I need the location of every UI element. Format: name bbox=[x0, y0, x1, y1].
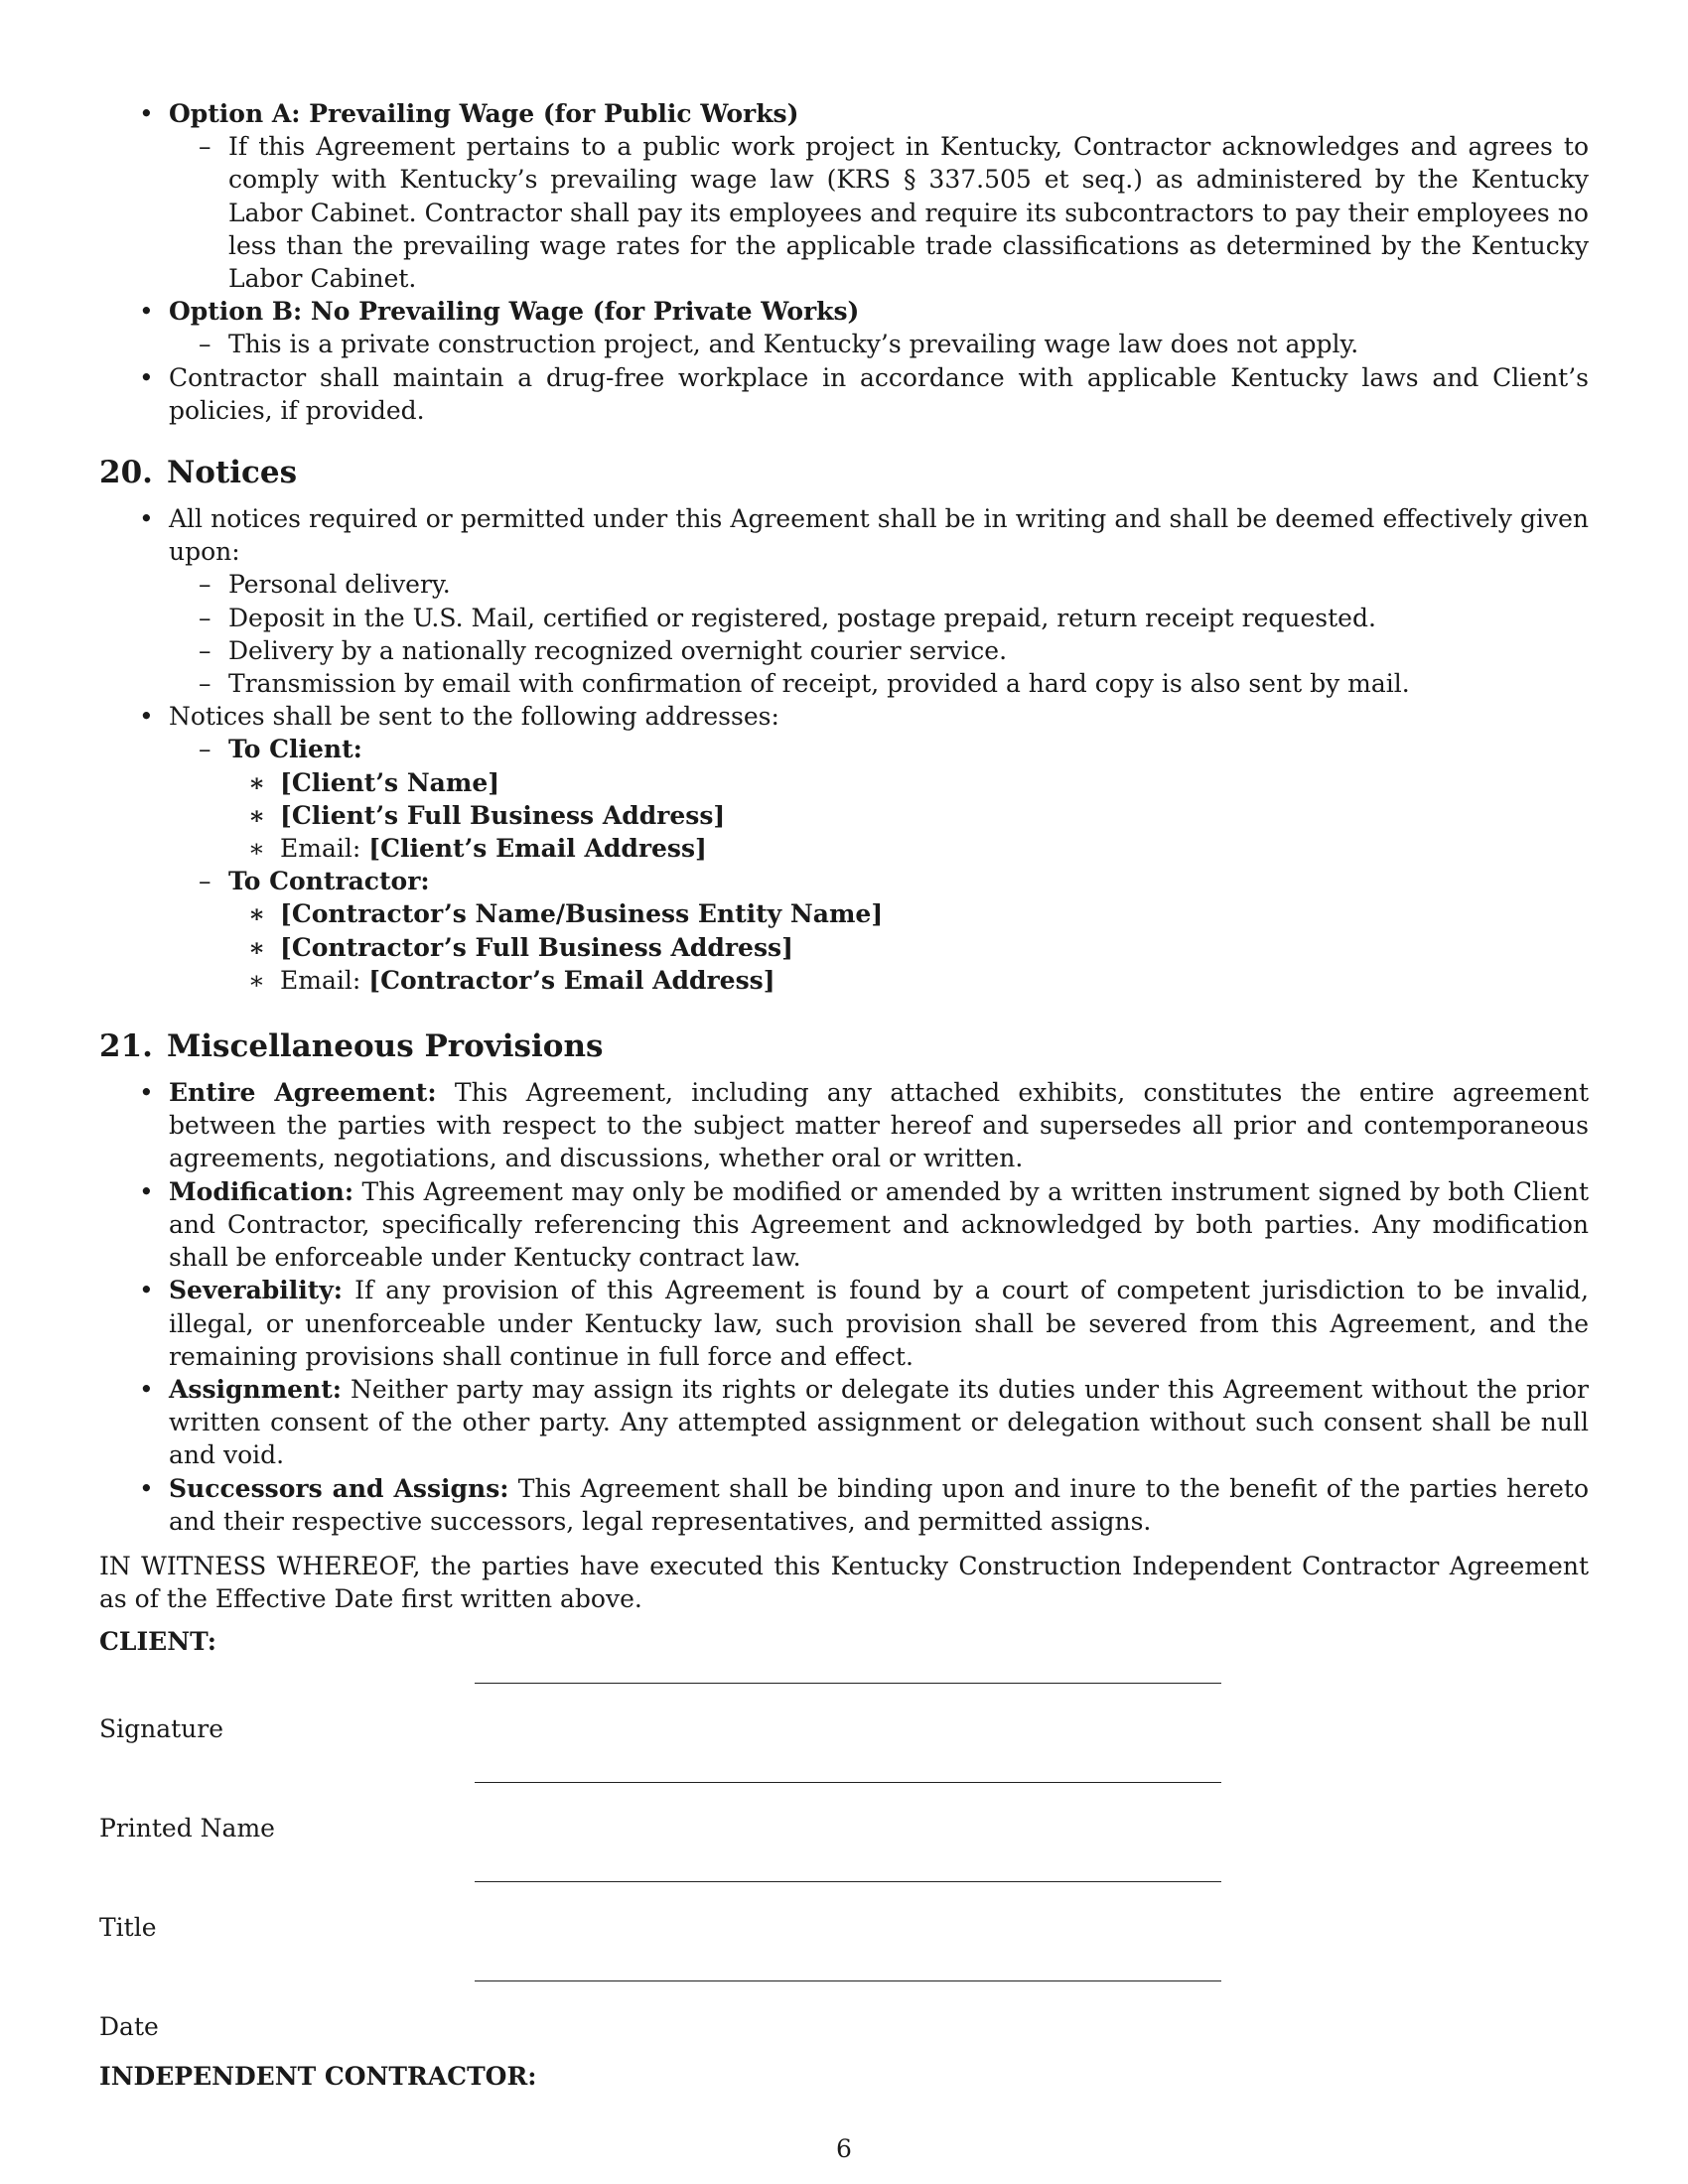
client-email: [Client’s Email Address] bbox=[368, 834, 707, 864]
contractor-signature-heading: INDEPENDENT CONTRACTOR: bbox=[99, 2061, 537, 2091]
title-field-label: Title bbox=[99, 1912, 157, 1942]
witness-paragraph: IN WITNESS WHEREOF, the parties have executed this Kentucky Construction Independent Contractor Agreement as of the Effective Date first written above. bbox=[99, 1551, 1589, 1614]
document-page bbox=[99, 97, 1589, 2093]
addresses-item bbox=[99, 700, 1589, 997]
wage-list bbox=[99, 97, 1589, 427]
title-field-row[interactable] bbox=[99, 1857, 1589, 1957]
notice-method: – Transmission by email with confirmation of receipt, provided a hard copy is also sent by mail. bbox=[169, 667, 1589, 700]
notices-intro-item bbox=[99, 502, 1589, 700]
notices-heading bbox=[99, 453, 1589, 492]
notices-list bbox=[99, 502, 1589, 997]
misc-number: 21. bbox=[99, 1028, 153, 1065]
printed-name-line[interactable] bbox=[475, 1782, 1221, 1783]
misc-heading bbox=[99, 1026, 1589, 1066]
client-signature-heading: CLIENT: bbox=[99, 1627, 217, 1657]
client-address: ∗ [Client’s Full Business Address] bbox=[228, 799, 1589, 832]
misc-item-text: This Agreement shall be binding upon and inure to the benefit of the parties hereto and their respective successors, legal representatives, and permitted assigns. bbox=[169, 1473, 1590, 1536]
notice-method: – Personal delivery. bbox=[169, 568, 1589, 601]
signature-line[interactable] bbox=[475, 1683, 1221, 1684]
notices-title: Notices bbox=[166, 455, 298, 491]
notice-method: – Delivery by a nationally recognized overnight courier service. bbox=[169, 634, 1589, 667]
notice-method: – Deposit in the U.S. Mail, certified or registered, postage prepaid, return receipt requested. bbox=[169, 602, 1589, 634]
printed-name-field-row[interactable] bbox=[99, 1758, 1589, 1857]
date-field-label: Date bbox=[99, 2011, 159, 2041]
client-address-block bbox=[169, 733, 1589, 865]
contractor-address: ∗ [Contractor’s Full Business Address] bbox=[228, 931, 1589, 964]
option-b-text: – This is a private construction project, and Kentucky’s prevailing wage law does not apply. bbox=[169, 328, 1589, 360]
signature-field-label: Signature bbox=[99, 1713, 224, 1743]
notices-number: 20. bbox=[99, 455, 153, 491]
option-a-text: – If this Agreement pertains to a public work project in Kentucky, Contractor acknowledges and agrees to comply with Kentucky’s prevailing wage law (KRS § 337.505 et seq.) as administered by the Kentucky Labor Cabinet. Contractor shall pay its employees and require its subcontractors to pay their employees no less than the prevailing wage rates for the applicable trade classifications as determined by the Kentucky Labor Cabinet. bbox=[169, 130, 1589, 295]
option-b-item bbox=[99, 295, 1589, 360]
misc-item-label: Modification: bbox=[169, 1176, 354, 1206]
drug-free-item: • Contractor shall maintain a drug-free workplace in accordance with applicable Kentucky laws and Client’s policies, if provided. bbox=[99, 361, 1589, 427]
option-a-item bbox=[99, 97, 1589, 295]
misc-title: Miscellaneous Provisions bbox=[166, 1028, 604, 1065]
addresses-intro: Notices shall be sent to the following addresses: bbox=[169, 702, 779, 732]
contractor-email: [Contractor’s Email Address] bbox=[368, 965, 775, 995]
client-email-prefix: Email: bbox=[280, 834, 361, 864]
misc-item bbox=[99, 1175, 1589, 1275]
contractor-label: To Contractor: bbox=[228, 867, 430, 896]
misc-item-text: Neither party may assign its rights or delegate its duties under this Agreement without the prior written consent of the other party. Any attempted assignment or delegation without such consent shall be null and void. bbox=[169, 1374, 1589, 1470]
misc-item bbox=[99, 1076, 1589, 1175]
misc-item-text: This Agreement, including any attached exhibits, constitutes the entire agreement between the parties with respect to the subject matter hereof and supersedes all prior and contemporaneous agreements, negotiations, and discussions, whether oral or written. bbox=[169, 1078, 1590, 1173]
contractor-name: ∗ [Contractor’s Name/Business Entity Name] bbox=[228, 897, 1589, 930]
misc-item bbox=[99, 1274, 1589, 1373]
date-line[interactable] bbox=[475, 1980, 1221, 1981]
misc-item bbox=[99, 1373, 1589, 1472]
misc-item-label: Entire Agreement: bbox=[169, 1078, 437, 1108]
client-email-line bbox=[228, 832, 1589, 865]
page-number: 6 bbox=[836, 2134, 852, 2163]
printed-name-field-label: Printed Name bbox=[99, 1813, 275, 1843]
notices-intro: All notices required or permitted under this Agreement shall be in writing and shall be deemed effectively given upon: bbox=[169, 504, 1589, 567]
contractor-email-line bbox=[228, 964, 1589, 997]
title-line[interactable] bbox=[475, 1881, 1221, 1882]
misc-item-label: Severability: bbox=[169, 1276, 344, 1305]
option-b-label: Option B: No Prevailing Wage (for Private Works) bbox=[169, 297, 860, 327]
contractor-email-prefix: Email: bbox=[280, 965, 361, 995]
misc-item bbox=[99, 1472, 1589, 1538]
misc-list bbox=[99, 1076, 1589, 1538]
client-name: ∗ [Client’s Name] bbox=[228, 766, 1589, 799]
misc-item-label: Successors and Assigns: bbox=[169, 1473, 509, 1503]
contractor-address-block bbox=[169, 865, 1589, 997]
date-field-row[interactable] bbox=[99, 1957, 1589, 2056]
option-a-label: Option A: Prevailing Wage (for Public Works) bbox=[169, 99, 799, 128]
misc-item-text: If any provision of this Agreement is found by a court of competent jurisdiction to be invalid, illegal, or unenforceable under Kentucky law, such provision shall be severed from this Agreement, and the remaining provisions shall continue in full force and effect. bbox=[169, 1276, 1590, 1371]
misc-item-label: Assignment: bbox=[169, 1374, 343, 1404]
misc-item-text: This Agreement may only be modified or amended by a written instrument signed by both Client and Contractor, specifically referencing this Agreement and acknowledged by both parties. Any modification shall be enforceable under Kentucky contract law. bbox=[169, 1176, 1589, 1273]
signature-field-row[interactable] bbox=[99, 1659, 1589, 1758]
client-label: To Client: bbox=[228, 735, 362, 764]
